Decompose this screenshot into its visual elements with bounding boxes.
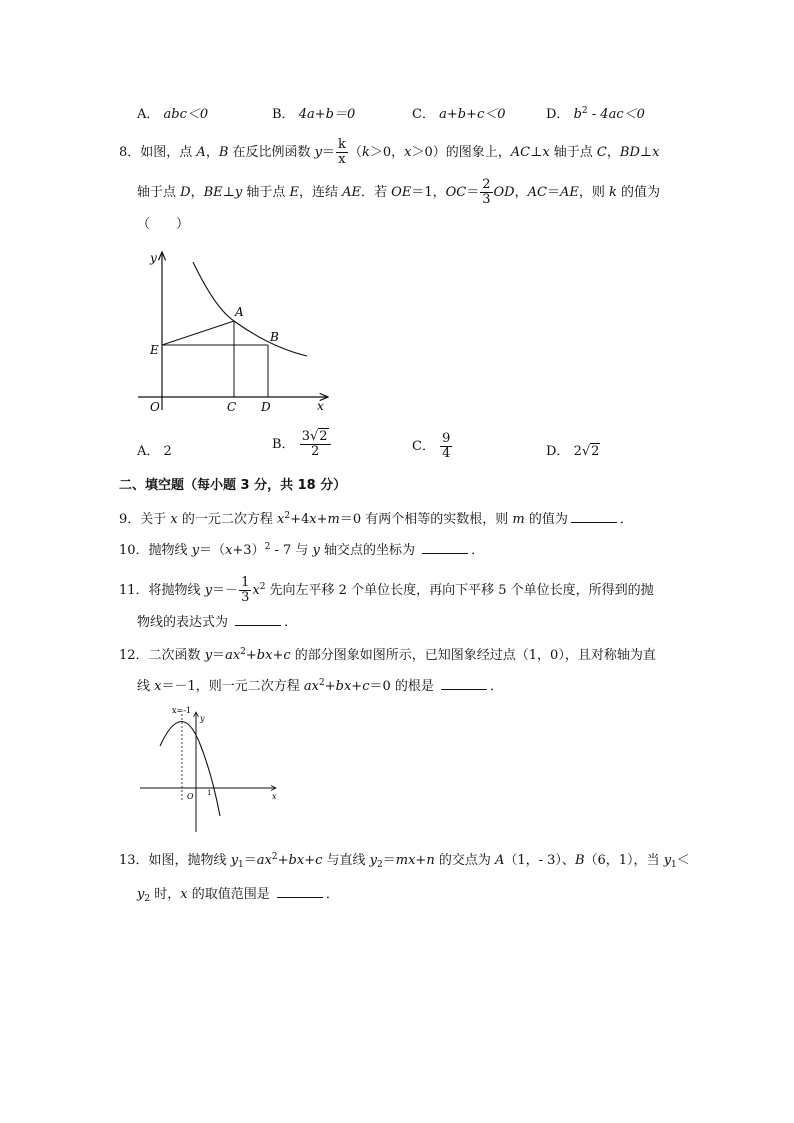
q7-option-b: B． 4a+b＝0 — [272, 107, 356, 122]
q12-line-2: 线 x＝－1，则一元二次方程 $ax^2+bx+c=0$ 的根是 ． — [137, 678, 504, 694]
q8-line-2: 轴于点 D，BE⊥y 轴于点 E，连结 AE．若 OE＝1，OC＝ $\frac{2}{3}$ OD，AC＝AE，则 k 的值为 — [137, 177, 661, 207]
q8-fraction-two-thirds: $\frac{2}{3}$ — [482, 177, 491, 207]
q10-answer-blank[interactable] — [422, 541, 468, 554]
q12-parabola — [160, 721, 220, 816]
q8-segment-ea — [162, 321, 234, 345]
q8-answer-paren: （ ） — [137, 217, 190, 232]
section-heading-fill-in: 二、填空题（每小题 3 分，共 18 分） — [119, 478, 347, 493]
q8-label-c: C — [227, 400, 237, 414]
q13-line-1: 13．如图，抛物线 $y_1=ax^2+bx+c$ 与直线 $y_2=mx+n$ 的交点为 A（1，- 3）、B（6，1），当 $y_1<$ — [119, 852, 690, 870]
q8-label-x: x — [317, 399, 324, 413]
q8-option-a: A． 2 — [137, 444, 172, 459]
q9-answer-blank[interactable] — [571, 510, 617, 523]
q8-figure — [130, 248, 340, 418]
q8-fraction-k-over-x: $\frac{k}{x}$ — [338, 137, 346, 167]
q12-label-symmetry: x=-1 — [172, 706, 192, 715]
q8-label-e: E — [150, 343, 159, 357]
q11-line-1: 11．将抛物线 y＝－ $\frac{1}{3}$ $x^2$ 先向左平移 2 个单位长度，再向下平移 5 个单位长度，所得到的抛 — [119, 575, 654, 605]
q8-label-o: O — [150, 400, 160, 414]
q12-figure — [136, 704, 284, 836]
q8-label-a: A — [235, 305, 244, 319]
q9-text: 9．关于 x 的一元二次方程 $x^2+4x+m=0$ 有两个相等的实数根，则 m 的值为 ． — [119, 511, 633, 527]
q11-answer-blank[interactable] — [235, 613, 281, 626]
q7-option-c: C． a+b+c＜0 — [412, 107, 506, 122]
q8-label-y: y — [150, 251, 157, 265]
q12-label-y: y — [200, 714, 205, 723]
q8-label-b: B — [270, 330, 279, 344]
q8-line-1: 8．如图，点 A，B 在反比例函数 y＝ $\frac{k}{x}$ （k＞0，x＞0）的图象上，AC⊥x 轴于点 C，BD⊥x — [119, 137, 660, 167]
q8-option-c: C． $\frac{9}{4}$ — [412, 431, 451, 461]
q13-line-2: $y_2$ 时，x 的取值范围是 ． — [137, 887, 339, 904]
q12-label-one: 1 — [207, 789, 212, 797]
q8-option-b: B． $\frac{3√2}{2}$ — [272, 430, 332, 459]
q12-label-x: x — [272, 792, 277, 801]
q12-line-1: 12．二次函数 $y=ax^2+bx+c$ 的部分图象如图所示，已知图象经过点（1，0），且对称轴为直 — [119, 647, 656, 663]
q8-option-d: D． 2√2 — [546, 444, 600, 459]
q11-fraction-one-third: $\frac{1}{3}$ — [241, 575, 250, 605]
q11-line-2: 物线的表达式为 ． — [137, 615, 298, 630]
q13-answer-blank[interactable] — [277, 885, 323, 898]
q8-label-d: D — [261, 400, 271, 414]
q8-hyperbola — [193, 262, 307, 356]
q7-option-d: D． $b^2 - 4ac<0$ — [546, 106, 645, 122]
q7-option-a: A． abc＜0 — [137, 107, 209, 122]
q10-text: 10．抛物线 $y=(x+3)^2 - 7$ 与 y 轴交点的坐标为 ． — [119, 542, 485, 558]
q12-answer-blank[interactable] — [441, 677, 487, 690]
q12-label-o: O — [187, 792, 194, 801]
